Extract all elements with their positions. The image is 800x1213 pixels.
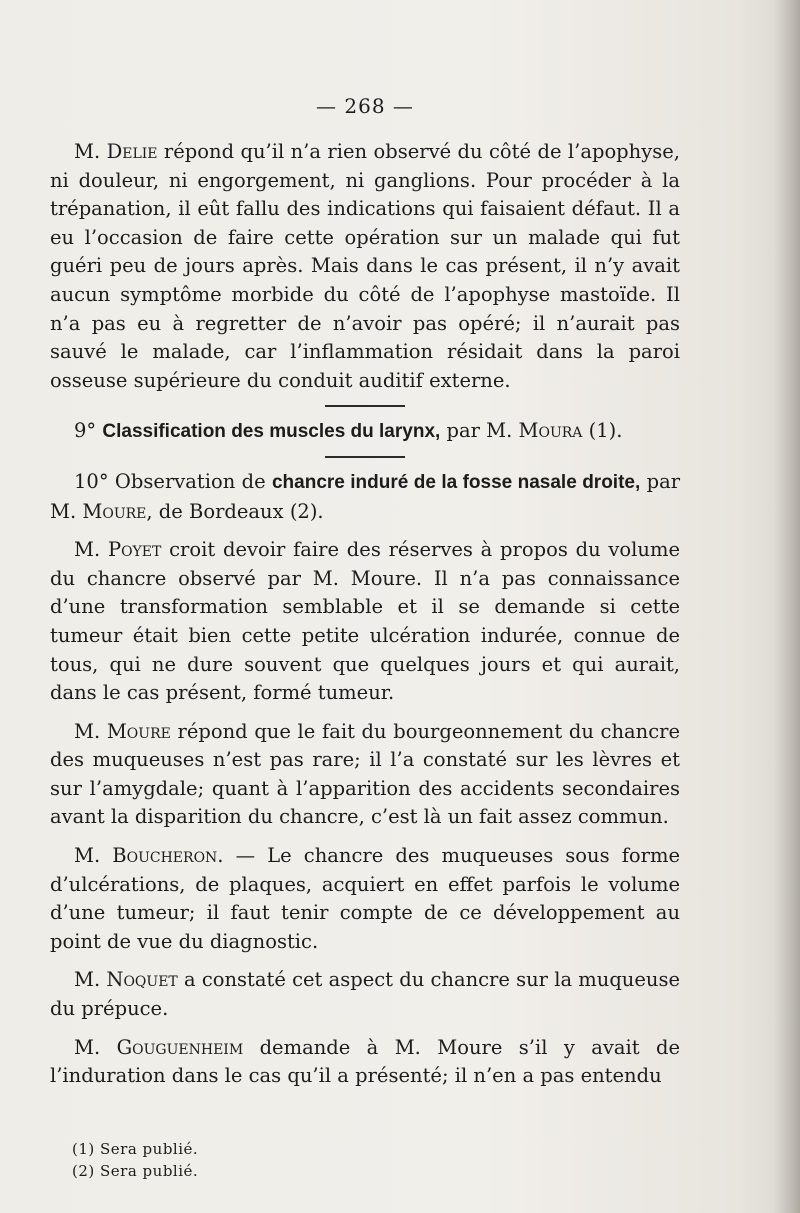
speaker-name: Gouguenheim <box>116 1035 244 1059</box>
paragraph-text: — Le chancre des muqueuses sous forme d’ulcérations, de plaques, acquiert en effet parfois le volume d’une tumeur; il faut tenir compte de ce développement au point de vue du diagnostic. <box>50 844 681 953</box>
paragraph-text: a constaté cet aspect du chancre sur la muqueuse du prépuce. <box>50 968 681 1021</box>
section-author: Moura <box>518 418 583 442</box>
speaker-name: Delie <box>106 140 158 163</box>
footnote-ref: (2). <box>289 499 324 523</box>
speaker-name: Noquet <box>106 968 178 992</box>
section-divider <box>325 456 405 458</box>
section-item-9 <box>50 417 680 447</box>
paragraph-boucheron <box>50 842 680 956</box>
section-number: 10° <box>74 469 109 493</box>
section-number: 9° <box>74 418 97 442</box>
page-body <box>50 138 680 1101</box>
footnote-ref: (1). <box>588 418 623 442</box>
section-place: , de Bordeaux <box>146 499 284 523</box>
section-lead: Observation de <box>114 469 266 493</box>
paragraph-delie <box>50 138 680 395</box>
footnote-2: (2) Sera publié. <box>72 1162 199 1180</box>
paragraph-text: répond qu’il n’a rien observé du côté de l’apophyse, ni douleur, ni engorgement, ni ganglions. Pour procéder à la trépanation, il eût fallu des indications qui faisaient défaut. Il a eu l’occasion de faire cette opération sur un malade qui fut guéri peu de jours après. Mais dans le cas présent, il n’y avait aucun symptôme morbide du côté de l’apophyse mastoïde. Il n’a pas eu à regretter de n’avoir pas opéré; il n’aurait pas sauvé le malade, car l’inflammation résidait dans la paroi osseuse supérieure du conduit auditif externe. <box>50 140 680 392</box>
speaker-prefix: M. <box>74 140 101 163</box>
speaker-prefix: M. <box>74 538 101 562</box>
section-title: chancre induré de la fosse nasale droite, <box>271 471 641 493</box>
paragraph-gouguenheim <box>50 1034 680 1091</box>
speaker-prefix: M. <box>74 844 101 868</box>
paragraph-moure <box>50 718 680 832</box>
section-author: Moure <box>82 499 147 523</box>
paragraph-text: répond que le fait du bourgeonnement du chancre des muqueuses n’est pas rare; il l’a constaté sur les lèvres et sur l’amygdale; quant à l’apparition des accidents secondaires avant la disparition du chancre, c’est là un fait assez commun. <box>50 719 681 829</box>
footnotes <box>72 1138 198 1182</box>
speaker-name: Moure <box>106 719 171 743</box>
footnote-1: (1) Sera publié. <box>72 1140 199 1158</box>
section-by: par <box>446 418 480 442</box>
speaker-name: Poyet <box>107 538 162 562</box>
section-title: Classification des muscles du larynx, <box>102 420 441 442</box>
speaker-prefix: M. <box>74 719 101 743</box>
speaker-name: Boucheron. <box>112 844 224 868</box>
page-number: — 268 — <box>316 94 414 118</box>
paragraph-text: croit devoir faire des réserves à propos du volume du chancre observé par M. Moure. Il n’a pas connaissance d’une transformation semblable et il se demande si cette tumeur était bien cette petite ulcération indurée, connue de tous, qui ne dure souvent que quelques jours et qui aurait, dans le cas présent, formé tumeur. <box>50 538 680 705</box>
paragraph-noquet <box>50 966 680 1023</box>
section-divider <box>325 405 405 407</box>
speaker-prefix: M. <box>486 418 513 442</box>
speaker-prefix: M. <box>74 1035 101 1059</box>
page-edge-shadow <box>774 0 800 1213</box>
speaker-prefix: M. <box>74 968 101 992</box>
section-item-10 <box>50 468 680 526</box>
paragraph-text: demande à M. Moure s’il y avait de l’induration dans le cas qu’il a présenté; il n’en a pas entendu <box>50 1035 680 1088</box>
section-by: par M. <box>50 469 681 523</box>
paragraph-poyet <box>50 536 680 708</box>
